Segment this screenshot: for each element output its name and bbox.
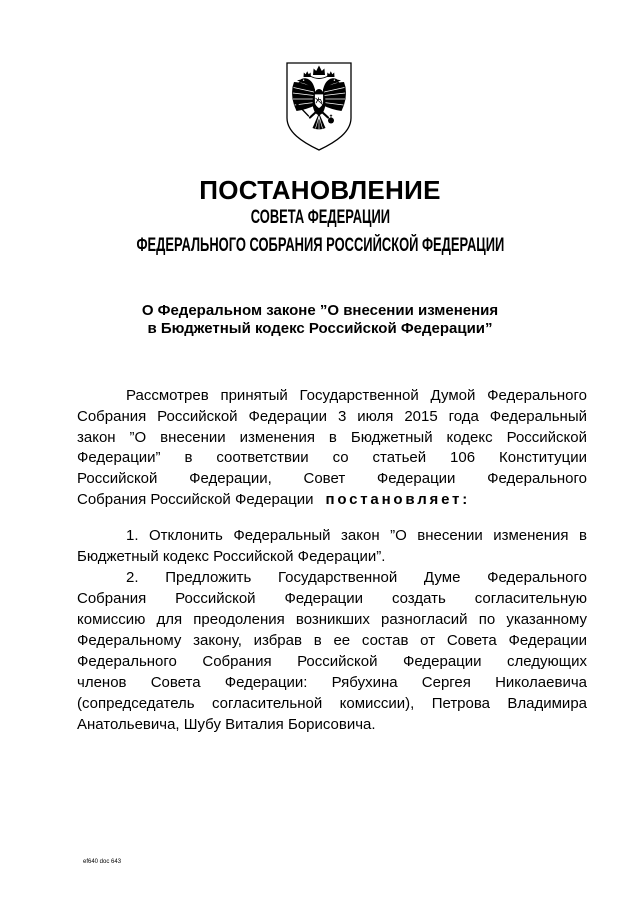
resolution-item-1 [77, 525, 587, 567]
preamble-paragraph [77, 386, 587, 511]
issuer-assembly-line [0, 235, 640, 257]
text-line: Федеральному закону, избрав в ее состав от Совета Федерации [77, 631, 587, 649]
text-line: Российской Федерации, Совет Федерации Федерального [77, 470, 587, 488]
text-line: 1. Отклонить Федеральный закон ”О внесении изменения в [126, 526, 587, 544]
text-line: 2. Предложить Государственной Думе Федерального [126, 568, 587, 586]
file-reference: ef640 doc 643 [83, 859, 122, 865]
subject-line: в Бюджетный кодекс Российской Федерации” [147, 319, 493, 337]
text-line: Бюджетный кодекс Российской Федерации”. [77, 547, 386, 565]
text-line [77, 490, 587, 511]
issuer-council-line [0, 207, 640, 229]
resolution-item-2 [77, 567, 587, 735]
subject-line: О Федеральном законе ”О внесении изменения [141, 302, 499, 319]
text-line: Собрания Российской Федерации создать согласительную [77, 589, 587, 607]
text-line: Собрания Российской Федерации 3 июля 2015 года Федеральный [77, 407, 587, 425]
issuer-assembly-name: ФЕДЕРАЛЬНОГО СОБРАНИЯ РОССИЙСКОЙ ФЕДЕРАЦИИ [136, 235, 504, 256]
text-line: закон ”О внесении изменения в Бюджетный кодекс Российской [77, 428, 587, 446]
text-line: Федерального Собрания Российской Федерации следующих [77, 652, 587, 670]
resolution-items [77, 525, 587, 735]
closing-text: Собрания Российской Федерации [77, 490, 314, 508]
text-line: Анатольевича, Шубу Виталия Борисовича. [77, 715, 376, 733]
document-type-heading: ПОСТАНОВЛЕНИЕ [199, 175, 441, 205]
document-subject [0, 302, 640, 337]
issuer-council-name: СОВЕТА ФЕДЕРАЦИИ [250, 207, 390, 228]
text-line: Федерации” в соответствии со статьей 106 Конституции [77, 449, 587, 467]
text-line: комиссию для преодоления возникших разногласий по указанному [77, 610, 587, 628]
text-line: (сопредседатель согласительной комиссии), Петрова Владимира [77, 694, 587, 712]
russian-coat-of-arms-icon [284, 60, 354, 152]
text-line: членов Совета Федерации: Рябухина Сергея Николаевича [77, 673, 587, 691]
decree-word: постановляет: [325, 490, 470, 508]
text-line: Рассмотрев принятый Государственной Думой Федерального [126, 387, 587, 404]
